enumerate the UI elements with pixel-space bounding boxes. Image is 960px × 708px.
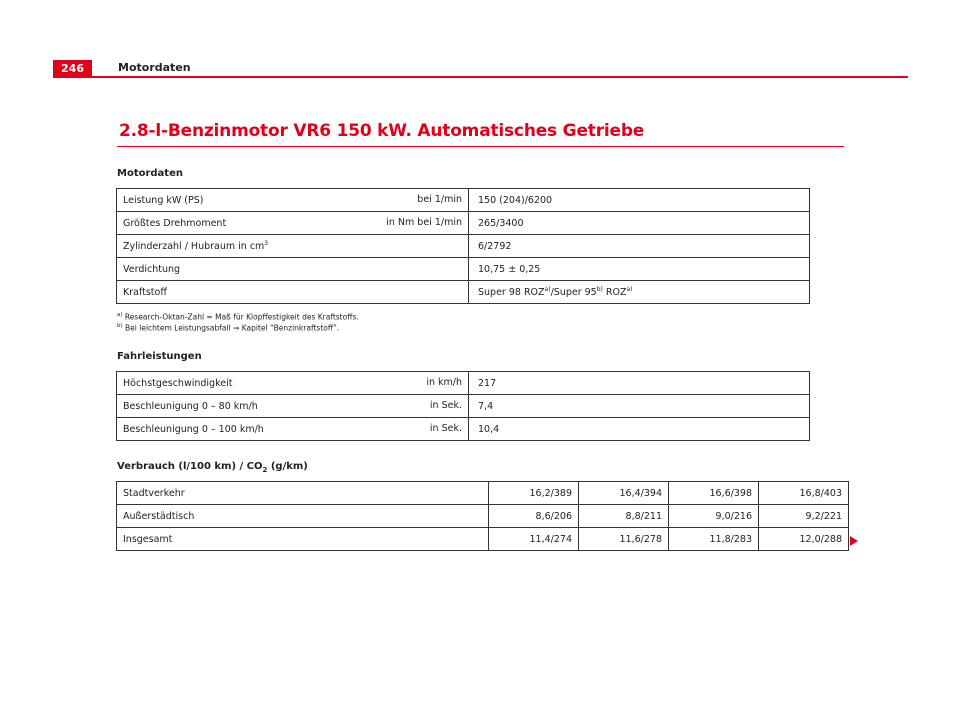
performance-table bbox=[116, 371, 810, 441]
table-row bbox=[117, 482, 849, 505]
table-row bbox=[117, 235, 810, 258]
row-unit: in Nm bei 1/min bbox=[386, 217, 462, 228]
row-label: Leistung kW (PS) bbox=[123, 194, 204, 206]
row-label-cell bbox=[117, 189, 469, 212]
table-row bbox=[117, 372, 810, 395]
cell-value: 16,4/394 bbox=[579, 482, 669, 505]
subscript: 2 bbox=[262, 466, 268, 474]
footnote-mark: a) bbox=[117, 312, 123, 318]
row-label: Zylinderzahl / Hubraum in cm bbox=[123, 241, 265, 253]
cell-value: 16,2/389 bbox=[489, 482, 579, 505]
consumption-table bbox=[116, 481, 849, 551]
section-heading-motordaten: Motordaten bbox=[117, 168, 183, 179]
footnote-text: Research-Oktan-Zahl = Maß für Klopffestigkeit des Kraftstoffs. bbox=[124, 312, 359, 322]
row-unit: in km/h bbox=[426, 377, 462, 388]
cell-value: 9,0/216 bbox=[669, 505, 759, 528]
row-unit: in Sek. bbox=[429, 400, 462, 411]
cell-value: 11,6/278 bbox=[579, 528, 669, 551]
row-label-cell bbox=[117, 372, 469, 395]
fuel-value-c: ROZ bbox=[602, 287, 627, 299]
row-label: Höchstgeschwindigkeit bbox=[123, 377, 233, 389]
heading-text: (g/km) bbox=[267, 461, 308, 472]
fuel-value-a: Super 98 ROZ bbox=[478, 287, 545, 299]
cell-value: 8,8/211 bbox=[579, 505, 669, 528]
table-row bbox=[117, 212, 810, 235]
table-row bbox=[117, 395, 810, 418]
table-row bbox=[117, 505, 849, 528]
row-value: 10,4 bbox=[469, 418, 810, 441]
row-label: Beschleunigung 0 – 80 km/h bbox=[123, 400, 258, 412]
table-row bbox=[117, 281, 810, 304]
section-heading-verbrauch bbox=[117, 461, 308, 474]
table-row bbox=[117, 418, 810, 441]
cell-value: 12,0/288 bbox=[759, 528, 849, 551]
row-label-cell bbox=[117, 395, 469, 418]
table-row bbox=[117, 258, 810, 281]
row-unit: bei 1/min bbox=[417, 194, 462, 205]
table-row bbox=[117, 189, 810, 212]
fuel-value-b: /Super 95 bbox=[550, 287, 597, 299]
row-label-cell bbox=[117, 418, 469, 441]
table-row bbox=[117, 528, 849, 551]
row-label: Kraftstoff bbox=[123, 286, 167, 298]
row-label: Stadtverkehr bbox=[117, 482, 489, 505]
row-value bbox=[469, 281, 810, 304]
header-divider bbox=[53, 76, 908, 78]
row-value: 7,4 bbox=[469, 395, 810, 418]
row-value: 150 (204)/6200 bbox=[469, 189, 810, 212]
row-label-cell bbox=[117, 258, 469, 281]
superscript: 3 bbox=[264, 239, 269, 247]
cell-value: 11,4/274 bbox=[489, 528, 579, 551]
footnote-ref: a) bbox=[544, 285, 551, 293]
section-heading-fahrleistungen: Fahrleistungen bbox=[117, 351, 202, 362]
heading-text: Verbrauch (l/100 km) / CO bbox=[117, 461, 263, 472]
footnote-ref: a) bbox=[626, 285, 633, 293]
footnote-ref: b) bbox=[596, 285, 603, 293]
cell-value: 16,6/398 bbox=[669, 482, 759, 505]
row-value: 6/2792 bbox=[469, 235, 810, 258]
cell-value: 8,6/206 bbox=[489, 505, 579, 528]
page-title: 2.8-l-Benzinmotor VR6 150 kW. Automatisches Getriebe bbox=[119, 121, 645, 141]
row-label-cell bbox=[117, 235, 469, 258]
row-label-cell bbox=[117, 281, 469, 304]
footnote-a bbox=[117, 312, 359, 322]
row-value: 10,75 ± 0,25 bbox=[469, 258, 810, 281]
row-label: Insgesamt bbox=[117, 528, 489, 551]
title-divider bbox=[117, 146, 844, 147]
footnote-b bbox=[117, 323, 339, 333]
cell-value: 9,2/221 bbox=[759, 505, 849, 528]
footnote-mark: b) bbox=[117, 323, 123, 329]
triangle-right-icon[interactable] bbox=[850, 536, 858, 546]
engine-data-table bbox=[116, 188, 810, 304]
row-value: 265/3400 bbox=[469, 212, 810, 235]
chapter-title: Motordaten bbox=[118, 61, 191, 74]
row-label: Beschleunigung 0 – 100 km/h bbox=[123, 423, 264, 435]
cell-value: 16,8/403 bbox=[759, 482, 849, 505]
cell-value: 11,8/283 bbox=[669, 528, 759, 551]
row-label-cell bbox=[117, 212, 469, 235]
footnote-text: Bei leichtem Leistungsabfall ⇒ Kapitel “Benzinkraftstoff”. bbox=[125, 323, 340, 333]
row-value: 217 bbox=[469, 372, 810, 395]
row-unit: in Sek. bbox=[429, 423, 462, 434]
page-number: 246 bbox=[53, 60, 92, 77]
row-label: Größtes Drehmoment bbox=[123, 217, 227, 229]
row-label: Außerstädtisch bbox=[117, 505, 489, 528]
row-label: Verdichtung bbox=[123, 263, 181, 275]
